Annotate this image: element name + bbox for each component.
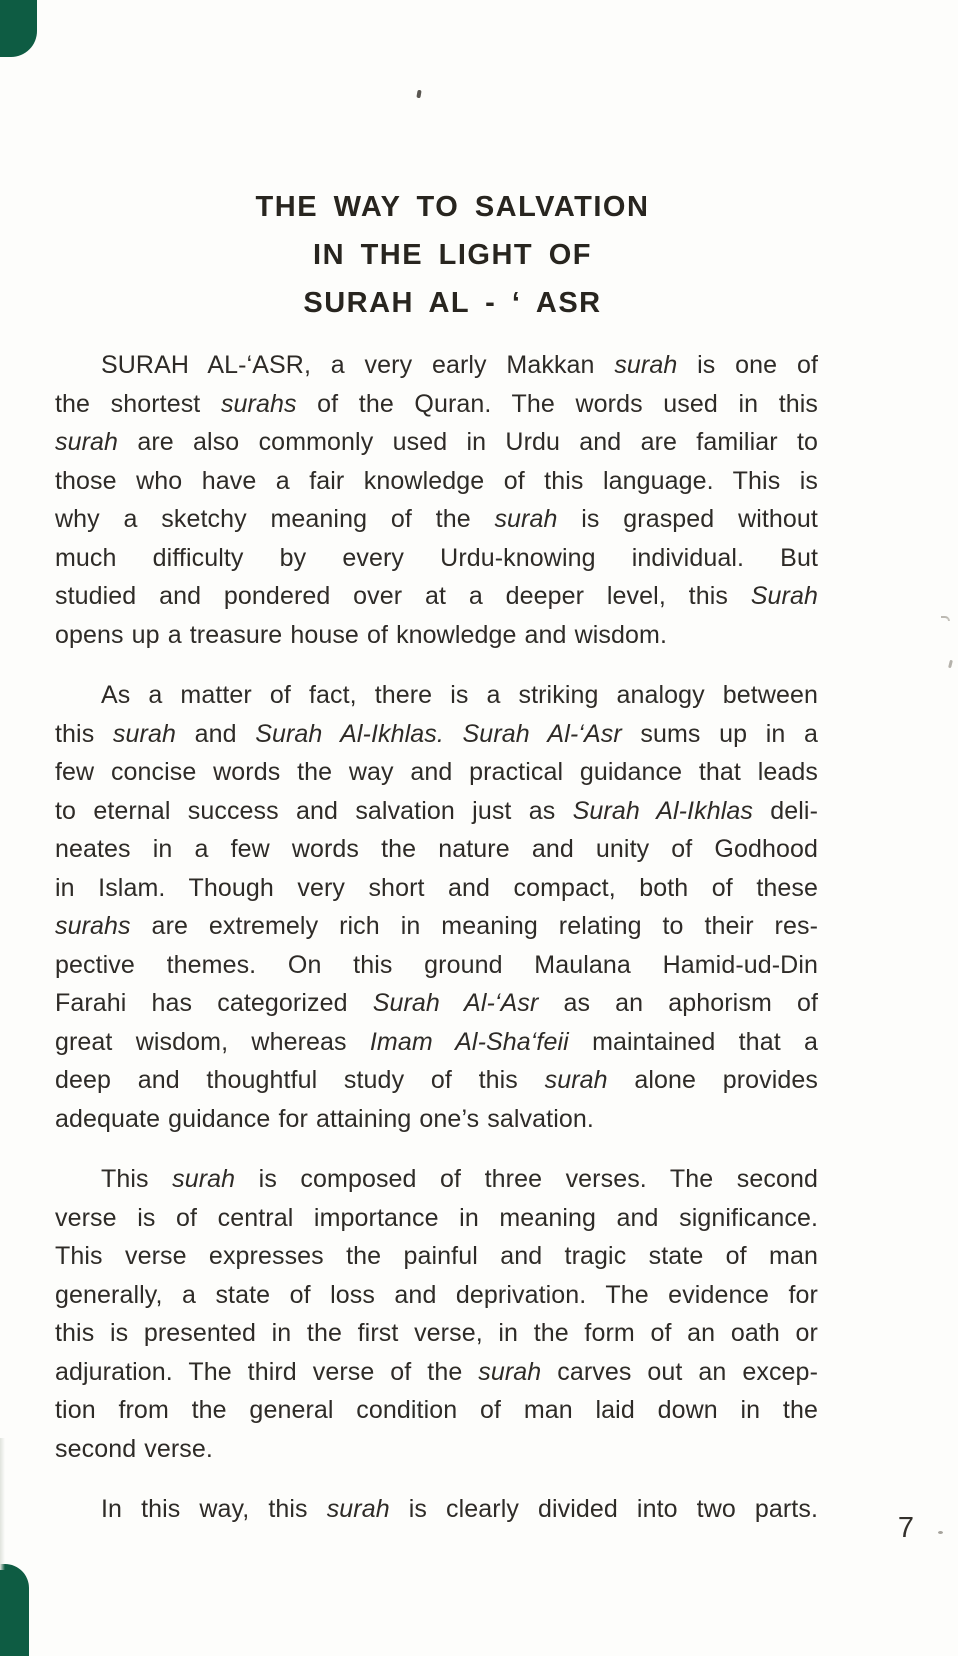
text-line [55,346,818,385]
page-number: 7 [897,1512,914,1544]
text-segment: in Islam. Though very short and compact, both of these [55,873,818,902]
text-segment: studied and pondered over at a deeper level, this [55,582,751,610]
text-segment: This [101,1165,173,1193]
italic-text-segment: Surah [750,582,818,610]
text-segment: why a sketchy meaning of the [55,505,495,533]
text-segment: those who have a fair knowledge of this language. This is [55,466,818,495]
text-segment: is grasped without [557,505,818,533]
paragraph [55,676,818,1138]
italic-text-segment: surah [494,505,558,533]
text-line [55,1314,818,1353]
text-segment: SURAH AL-‘ASR, a very early Makkan [101,351,615,379]
title-line: SURAH AL - ‘ ASR [303,287,602,319]
italic-text-segment: Surah Al-‘Asr [372,989,539,1017]
italic-text-segment: surahs [220,389,297,418]
italic-text-segment: surahs [55,912,131,940]
text-line [55,577,818,616]
text-line [55,792,818,831]
text-line [55,1023,818,1062]
text-segment: alone provides [607,1066,818,1094]
text-segment: this is presented in the first verse, in the form of an oath or [55,1319,818,1347]
text-line [55,1100,818,1139]
italic-text-segment: surah [544,1066,608,1094]
text-segment: generally, a state of loss and deprivation. The evidence for [55,1280,818,1309]
text-line [55,753,818,792]
text-segment: In this way, this [101,1495,327,1523]
text-line [55,1061,818,1100]
title-line: IN THE LIGHT OF [313,239,592,271]
text-segment: to eternal success and salvation just as [55,796,573,825]
text-line [55,539,818,578]
scan-speck [938,1531,943,1534]
scan-speck [948,660,953,668]
text-segment: of the Quran. The words used in this [296,389,818,418]
text-segment: opens up a treasure house of knowledge and wisdom. [55,620,667,649]
text-segment: are extremely rich in meaning relating to their res- [130,912,818,940]
text-segment: is clearly divided into two parts. [389,1495,818,1523]
text-segment: adjuration. The third verse of the [55,1357,479,1386]
italic-text-segment: surah [112,719,176,748]
text-line [55,500,818,539]
text-line [55,984,818,1023]
paragraph [55,1490,818,1529]
text-line [55,1430,818,1469]
italic-text-segment: Surah Al-Ikhlas [572,796,753,825]
italic-text-segment: surah [55,428,119,456]
italic-text-segment: surah [172,1165,236,1193]
text-segment: much difficulty by every Urdu-knowing individual. But [55,543,818,572]
text-segment: neates in a few words the nature and unity of Godhood [55,835,818,863]
text-segment: tion from the general condition of man laid down in the [55,1396,818,1424]
text-line [55,462,818,501]
text-line [55,1199,818,1238]
text-segment: pective themes. On this ground Maulana Hamid-ud-Din [55,950,818,979]
text-segment: the shortest [55,389,221,418]
text-segment: deep and thoughtful study of this [55,1066,545,1094]
text-line [55,1353,818,1392]
italic-text-segment: surah [478,1357,542,1386]
scan-speck [941,616,950,621]
italic-text-segment: surah [614,351,678,379]
text-segment: carves out an excep- [541,1357,818,1386]
text-line [55,830,818,869]
text-segment: verse is of central importance in meaning and significance. [55,1203,818,1232]
text-segment: second verse. [55,1434,213,1463]
text-segment: few concise words the way and practical guidance that leads [55,758,818,786]
body-text [55,346,818,1529]
text-segment: is composed of three verses. The second [235,1165,818,1193]
chapter-title [71,183,834,327]
text-line [55,1237,818,1276]
title-line: THE WAY TO SALVATION [255,191,650,223]
page-edge-shadow [0,1438,5,1570]
text-line [55,869,818,908]
book-cover-corner-top-left [0,0,37,57]
text-line [55,423,818,462]
text-segment: maintained that a [568,1027,818,1056]
text-segment: sums up in a [621,719,818,748]
text-segment: as an aphorism of [538,989,818,1017]
book-cover-corner-bottom-left [0,1564,29,1656]
paragraph [55,1160,818,1468]
text-segment: this [55,719,113,748]
text-segment: As a matter of fact, there is a striking analogy between [101,681,818,709]
text-line [55,1490,818,1529]
paragraph [55,346,818,654]
text-segment: Farahi has categorized [55,989,373,1017]
text-line [55,676,818,715]
italic-text-segment: surah [326,1495,390,1523]
text-segment: and [175,719,256,748]
text-line [55,946,818,985]
text-segment: This verse expresses the painful and tragic state of man [55,1242,818,1270]
text-line [55,616,818,655]
italic-text-segment: Imam Al-Sha‘feii [369,1027,569,1056]
text-line [55,385,818,424]
text-segment: are also commonly used in Urdu and are familiar to [118,428,818,456]
text-segment: great wisdom, whereas [55,1027,370,1056]
italic-text-segment: Surah Al-Ikhlas. Surah Al-‘Asr [255,719,622,748]
text-line [55,1276,818,1315]
text-line [55,1391,818,1430]
text-segment: is one of [677,351,818,379]
text-segment: deli- [752,796,818,825]
text-line [55,1160,818,1199]
scan-speck [416,90,421,99]
text-line [55,907,818,946]
text-segment: adequate guidance for attaining one’s salvation. [55,1104,594,1133]
text-line [55,715,818,754]
